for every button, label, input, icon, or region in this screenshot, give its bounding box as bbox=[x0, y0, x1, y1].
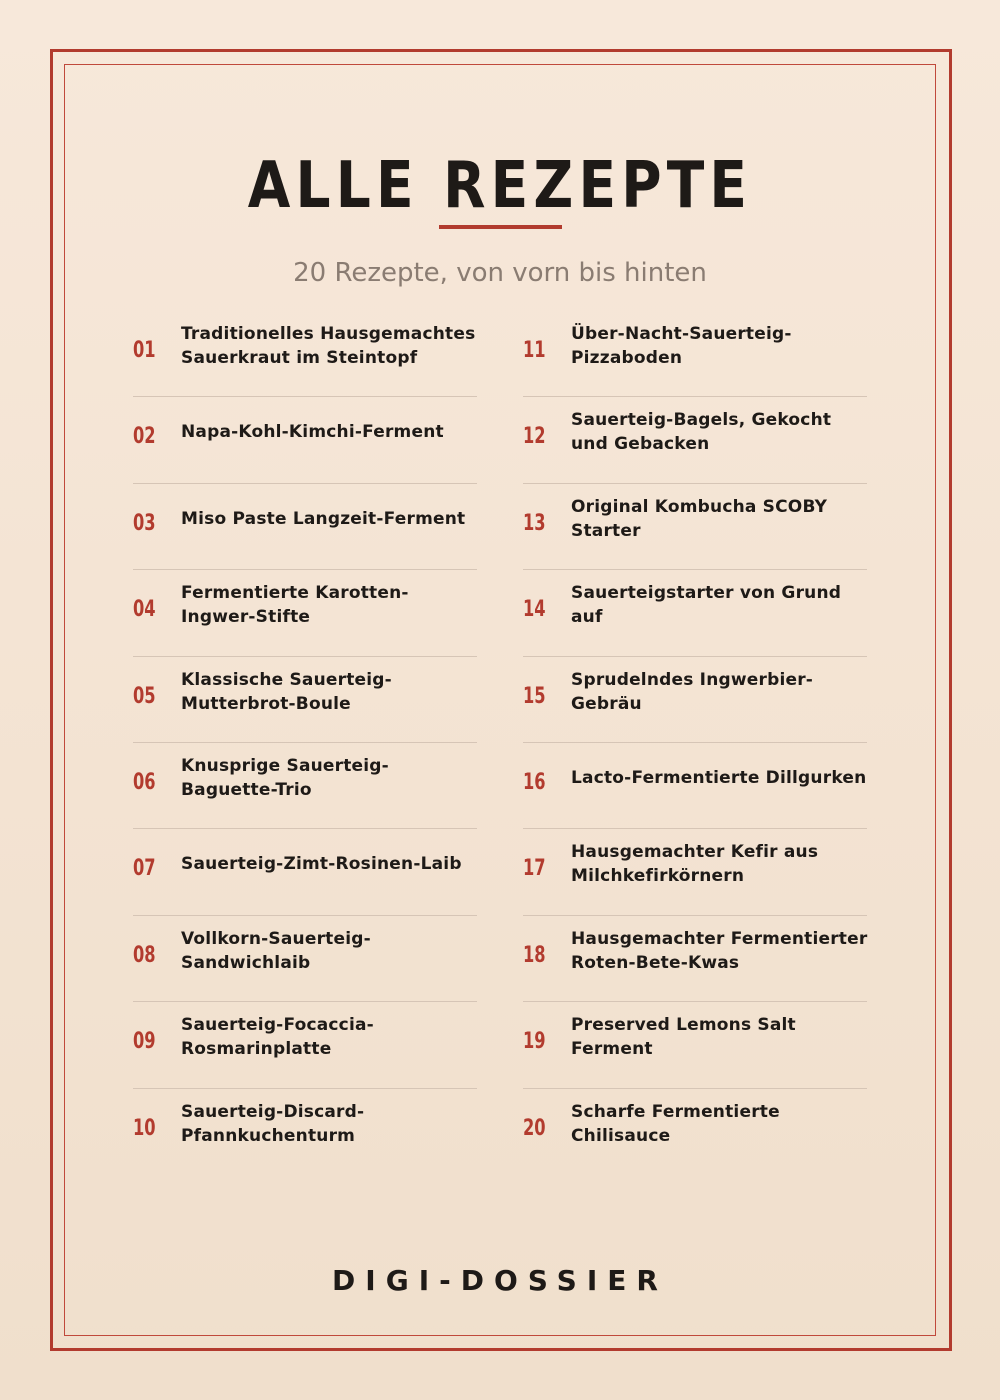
recipe-name: Miso Paste Langzeit-Ferment bbox=[181, 508, 466, 529]
recipe-item[interactable] bbox=[133, 742, 477, 828]
recipe-name: Hausgemachter Fermentierter Roten-Bete-Kwas bbox=[571, 928, 868, 973]
recipe-name: Sauerteig-Zimt-Rosinen-Laib bbox=[181, 854, 462, 875]
recipe-number: 16 bbox=[523, 769, 546, 795]
recipe-item[interactable] bbox=[523, 396, 867, 482]
recipe-name: Sauerteig-Bagels, Gekocht und Gebacken bbox=[571, 410, 832, 455]
recipe-number: 20 bbox=[523, 1115, 546, 1141]
recipe-item[interactable] bbox=[133, 396, 477, 482]
recipe-item[interactable] bbox=[523, 656, 867, 742]
recipe-name: Sprudelndes Ingwerbier-Gebräu bbox=[571, 669, 814, 714]
recipe-number: 15 bbox=[523, 683, 546, 709]
recipe-item[interactable] bbox=[133, 656, 477, 742]
recipe-number: 02 bbox=[133, 424, 156, 450]
recipe-item[interactable] bbox=[133, 1001, 477, 1087]
recipe-item[interactable] bbox=[133, 569, 477, 655]
title-underline bbox=[439, 225, 562, 229]
recipe-item[interactable] bbox=[133, 310, 477, 396]
recipe-item[interactable] bbox=[133, 1088, 477, 1174]
page-title: ALLE REZEPTE bbox=[247, 149, 753, 223]
recipe-item[interactable] bbox=[523, 828, 867, 914]
recipe-item[interactable] bbox=[523, 1001, 867, 1087]
recipe-item[interactable] bbox=[133, 483, 477, 569]
recipe-item[interactable] bbox=[523, 569, 867, 655]
recipe-number: 01 bbox=[133, 338, 156, 363]
recipe-number: 17 bbox=[523, 856, 546, 882]
recipe-name: Scharfe Fermentierte Chilisauce bbox=[571, 1101, 780, 1146]
recipe-number: 09 bbox=[133, 1029, 156, 1055]
recipe-item[interactable] bbox=[523, 1088, 867, 1174]
recipe-number: 07 bbox=[133, 856, 156, 882]
page-subtitle: 20 Rezepte, von vorn bis hinten bbox=[293, 258, 707, 288]
recipe-number: 19 bbox=[523, 1029, 546, 1055]
recipe-name: Knusprige Sauerteig-Baguette-Trio bbox=[181, 755, 389, 800]
recipe-item[interactable] bbox=[523, 310, 867, 396]
recipe-name: Sauerteig-Discard-Pfannkuchenturm bbox=[181, 1101, 365, 1146]
recipe-list-left bbox=[133, 310, 477, 1174]
recipe-number: 04 bbox=[133, 597, 156, 623]
recipe-number: 14 bbox=[523, 597, 546, 623]
recipe-number: 05 bbox=[133, 683, 156, 709]
recipe-name: Traditionelles Hausgemachtes Sauerkraut im Steintopf bbox=[181, 324, 476, 368]
footer-brand: DIGI-DOSSIER bbox=[332, 1264, 668, 1297]
recipe-name: Preserved Lemons Salt Ferment bbox=[571, 1015, 796, 1060]
recipe-number: 08 bbox=[133, 942, 156, 968]
recipe-item[interactable] bbox=[523, 742, 867, 828]
recipe-number: 13 bbox=[523, 510, 546, 536]
recipe-number: 11 bbox=[523, 338, 546, 363]
recipe-number: 06 bbox=[133, 769, 156, 795]
recipe-name: Original Kombucha SCOBY Starter bbox=[571, 496, 828, 541]
recipe-name: Napa-Kohl-Kimchi-Ferment bbox=[181, 422, 444, 443]
recipe-item[interactable] bbox=[523, 483, 867, 569]
recipe-name: Sauerteig-Focaccia-Rosmarinplatte bbox=[181, 1015, 374, 1060]
recipe-name: Hausgemachter Kefir aus Milchkefirkörnern bbox=[571, 842, 819, 887]
recipe-number: 10 bbox=[133, 1115, 156, 1141]
recipe-name: Fermentierte Karotten-Ingwer-Stifte bbox=[181, 583, 409, 628]
recipe-item[interactable] bbox=[133, 915, 477, 1001]
recipe-item[interactable] bbox=[523, 915, 867, 1001]
recipe-number: 03 bbox=[133, 510, 156, 536]
recipe-number: 12 bbox=[523, 424, 546, 450]
recipe-name: Vollkorn-Sauerteig-Sandwichlaib bbox=[181, 928, 371, 973]
recipe-number: 18 bbox=[523, 942, 546, 968]
recipe-name: Sauerteigstarter von Grund auf bbox=[571, 583, 842, 628]
recipe-name: Über-Nacht-Sauerteig-Pizzaboden bbox=[571, 324, 792, 368]
recipe-item[interactable] bbox=[133, 828, 477, 914]
recipe-name: Lacto-Fermentierte Dillgurken bbox=[571, 767, 867, 788]
recipe-name: Klassische Sauerteig-Mutterbrot-Boule bbox=[181, 669, 392, 714]
recipe-list-right bbox=[523, 310, 867, 1174]
